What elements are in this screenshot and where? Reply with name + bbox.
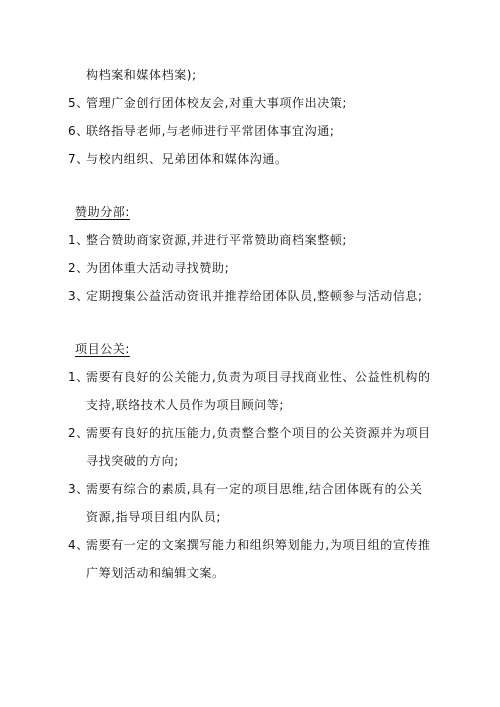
list-item-text: 整合赞助商家资源,并进行平常赞助商档案整顿; — [86, 233, 348, 247]
list-item — [68, 537, 431, 553]
list-item-number: 6、 — [68, 124, 89, 138]
list-item-number: 2、 — [68, 261, 89, 275]
list-item — [68, 260, 229, 276]
list-item-continuation: 寻找突破的方向; — [86, 454, 179, 468]
list-item-number: 1、 — [68, 370, 89, 384]
list-item-number: 5、 — [68, 96, 89, 110]
list-item — [68, 369, 431, 385]
list-item — [68, 95, 347, 111]
list-item-text: 需要有综合的素质,具有一定的项目思维,结合团体既有的公关 — [86, 482, 423, 496]
list-item-text: 管理广金创行团体校友会,对重大事项作出决策; — [86, 96, 348, 110]
list-item — [68, 151, 288, 167]
list-item — [68, 425, 431, 441]
list-item-number: 3、 — [68, 289, 89, 303]
list-item-text: 定期搜集公益活动资讯并推荐给团体队员,整顿参与活动信息; — [86, 289, 423, 303]
list-item-text: 为团体重大活动寻找赞助; — [86, 261, 230, 275]
list-item-text: 需要有一定的文案撰写能力和组织筹划能力,为项目组的宣传推 — [86, 538, 431, 552]
list-item-text: 需要有良好的公关能力,负责为项目寻找商业性、公益性机构的 — [86, 370, 431, 384]
list-item-number: 4、 — [68, 538, 89, 552]
list-item-number: 1、 — [68, 233, 89, 247]
list-item — [68, 232, 347, 248]
sponsorship-heading: 赞助分部: — [75, 205, 131, 219]
list-item — [68, 481, 422, 497]
pr-heading: 项目公关: — [75, 342, 131, 356]
list-item-continuation: 资源,指导项目组内队员; — [86, 510, 222, 524]
list-item-continuation: 广筹划活动和编辑文案。 — [86, 566, 225, 580]
list-item — [68, 123, 334, 139]
list-item-continuation: 支持,联络技术人员作为项目顾问等; — [86, 398, 285, 412]
list-item-text: 需要有良好的抗压能力,负责整合整个项目的公关资源并为项目 — [86, 426, 431, 440]
list-item — [68, 288, 423, 304]
list-item-number: 3、 — [68, 482, 89, 496]
continuation-line: 构档案和媒体档案); — [86, 68, 197, 82]
list-item-number: 2、 — [68, 426, 89, 440]
list-item-text: 与校内组织、兄弟团体和媒体沟通。 — [86, 152, 288, 166]
list-item-number: 7、 — [68, 152, 89, 166]
list-item-text: 联络指导老师,与老师进行平常团体事宜沟通; — [86, 124, 335, 138]
